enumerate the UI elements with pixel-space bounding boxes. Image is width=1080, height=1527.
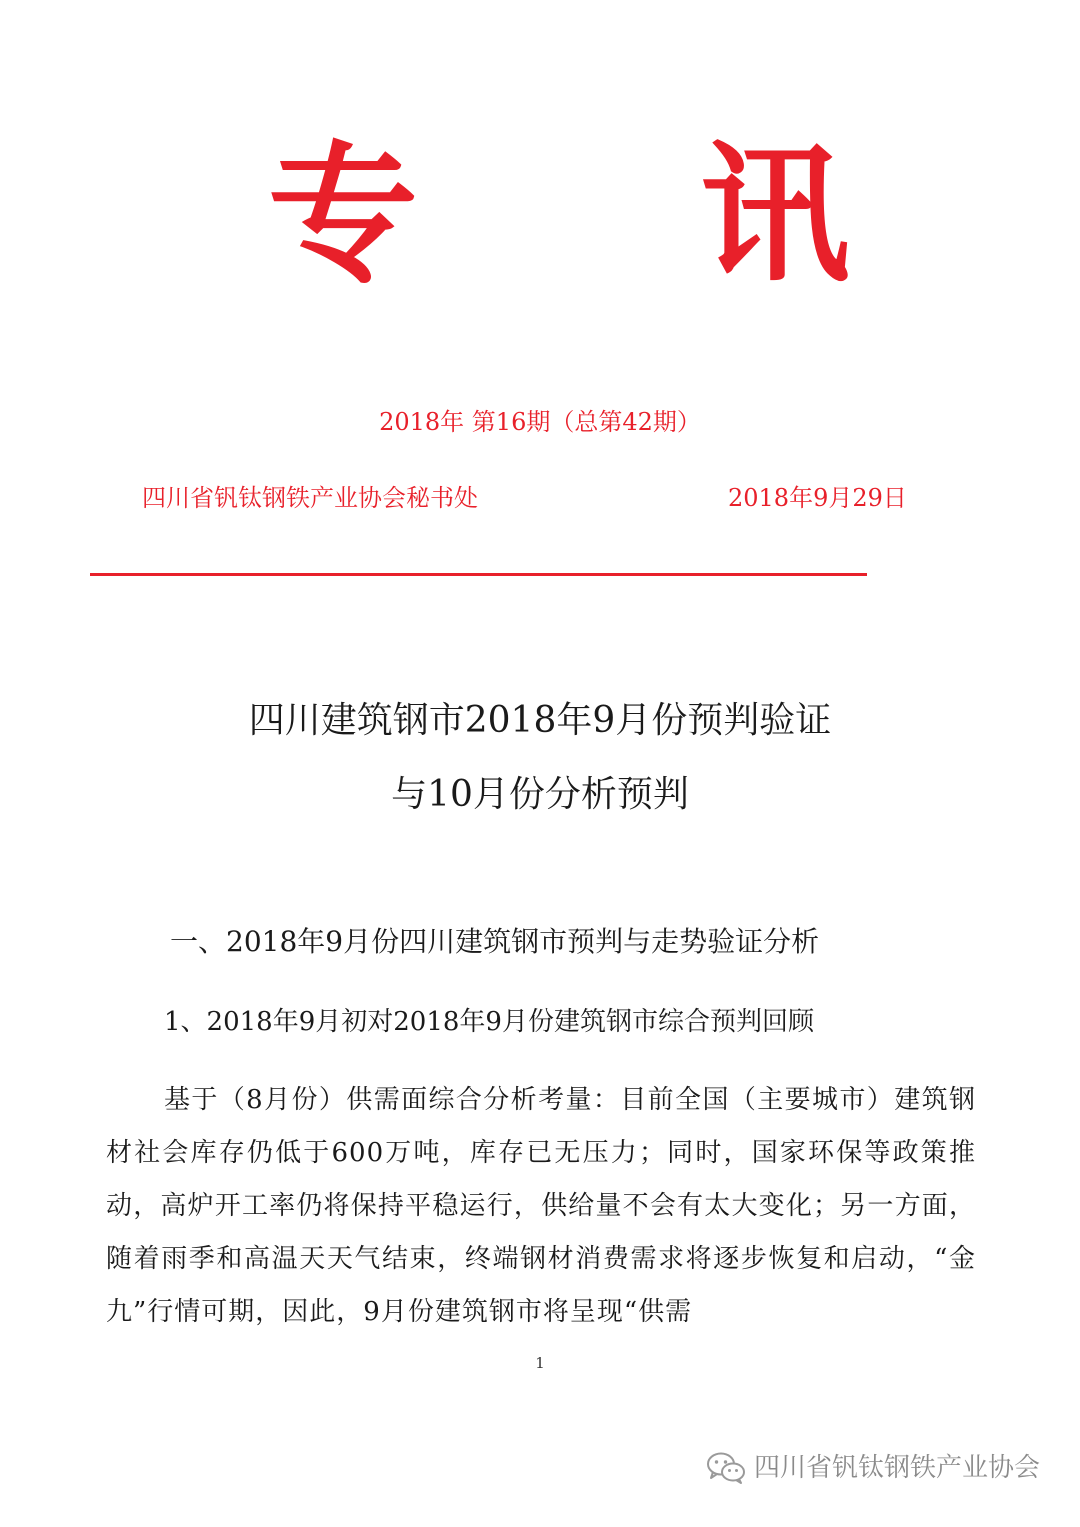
document-title-line-1: 四川建筑钢市2018年9月份预判验证 (248, 700, 832, 741)
document-title-line-2: 与10月份分析预判 (391, 774, 689, 815)
red-divider-line (90, 573, 867, 576)
masthead (0, 120, 1080, 310)
page-number: 1 (535, 1354, 545, 1372)
section-heading: 一、2018年9月份四川建筑钢市预判与走势验证分析 (170, 925, 820, 958)
watermark-text: 四川省钒钛钢铁产业协会 (754, 1453, 1041, 1483)
issue-date: 2018年9月29日 (728, 484, 907, 512)
masthead-char-zhuan: 专 (268, 127, 419, 303)
sub-heading: 1、2018年9月初对2018年9月份建筑钢市综合预判回顾 (164, 1007, 814, 1037)
body-paragraph: 基于（8月份）供需面综合分析考量：目前全国（主要城市）建筑钢材社会库存仍低于600万吨，库存已无压力；同时，国家环保等政策推动，高炉开工率仍将保持平稳运行，供给量不会有太大变化；另一方面，随着雨季和高温天天气结束，终端钢材消费需求将逐步恢复和启动，“金九”行情可期，因此，9月份建筑钢市将呈现“供需 (106, 1085, 976, 1327)
wechat-watermark (706, 1448, 1040, 1488)
issuer-name: 四川省钒钛钢铁产业协会秘书处 (142, 484, 478, 512)
issue-number-line: 2018年 第16期（总第42期） (379, 408, 701, 436)
masthead-char-xun: 讯 (700, 127, 851, 303)
wechat-icon (706, 1451, 746, 1485)
